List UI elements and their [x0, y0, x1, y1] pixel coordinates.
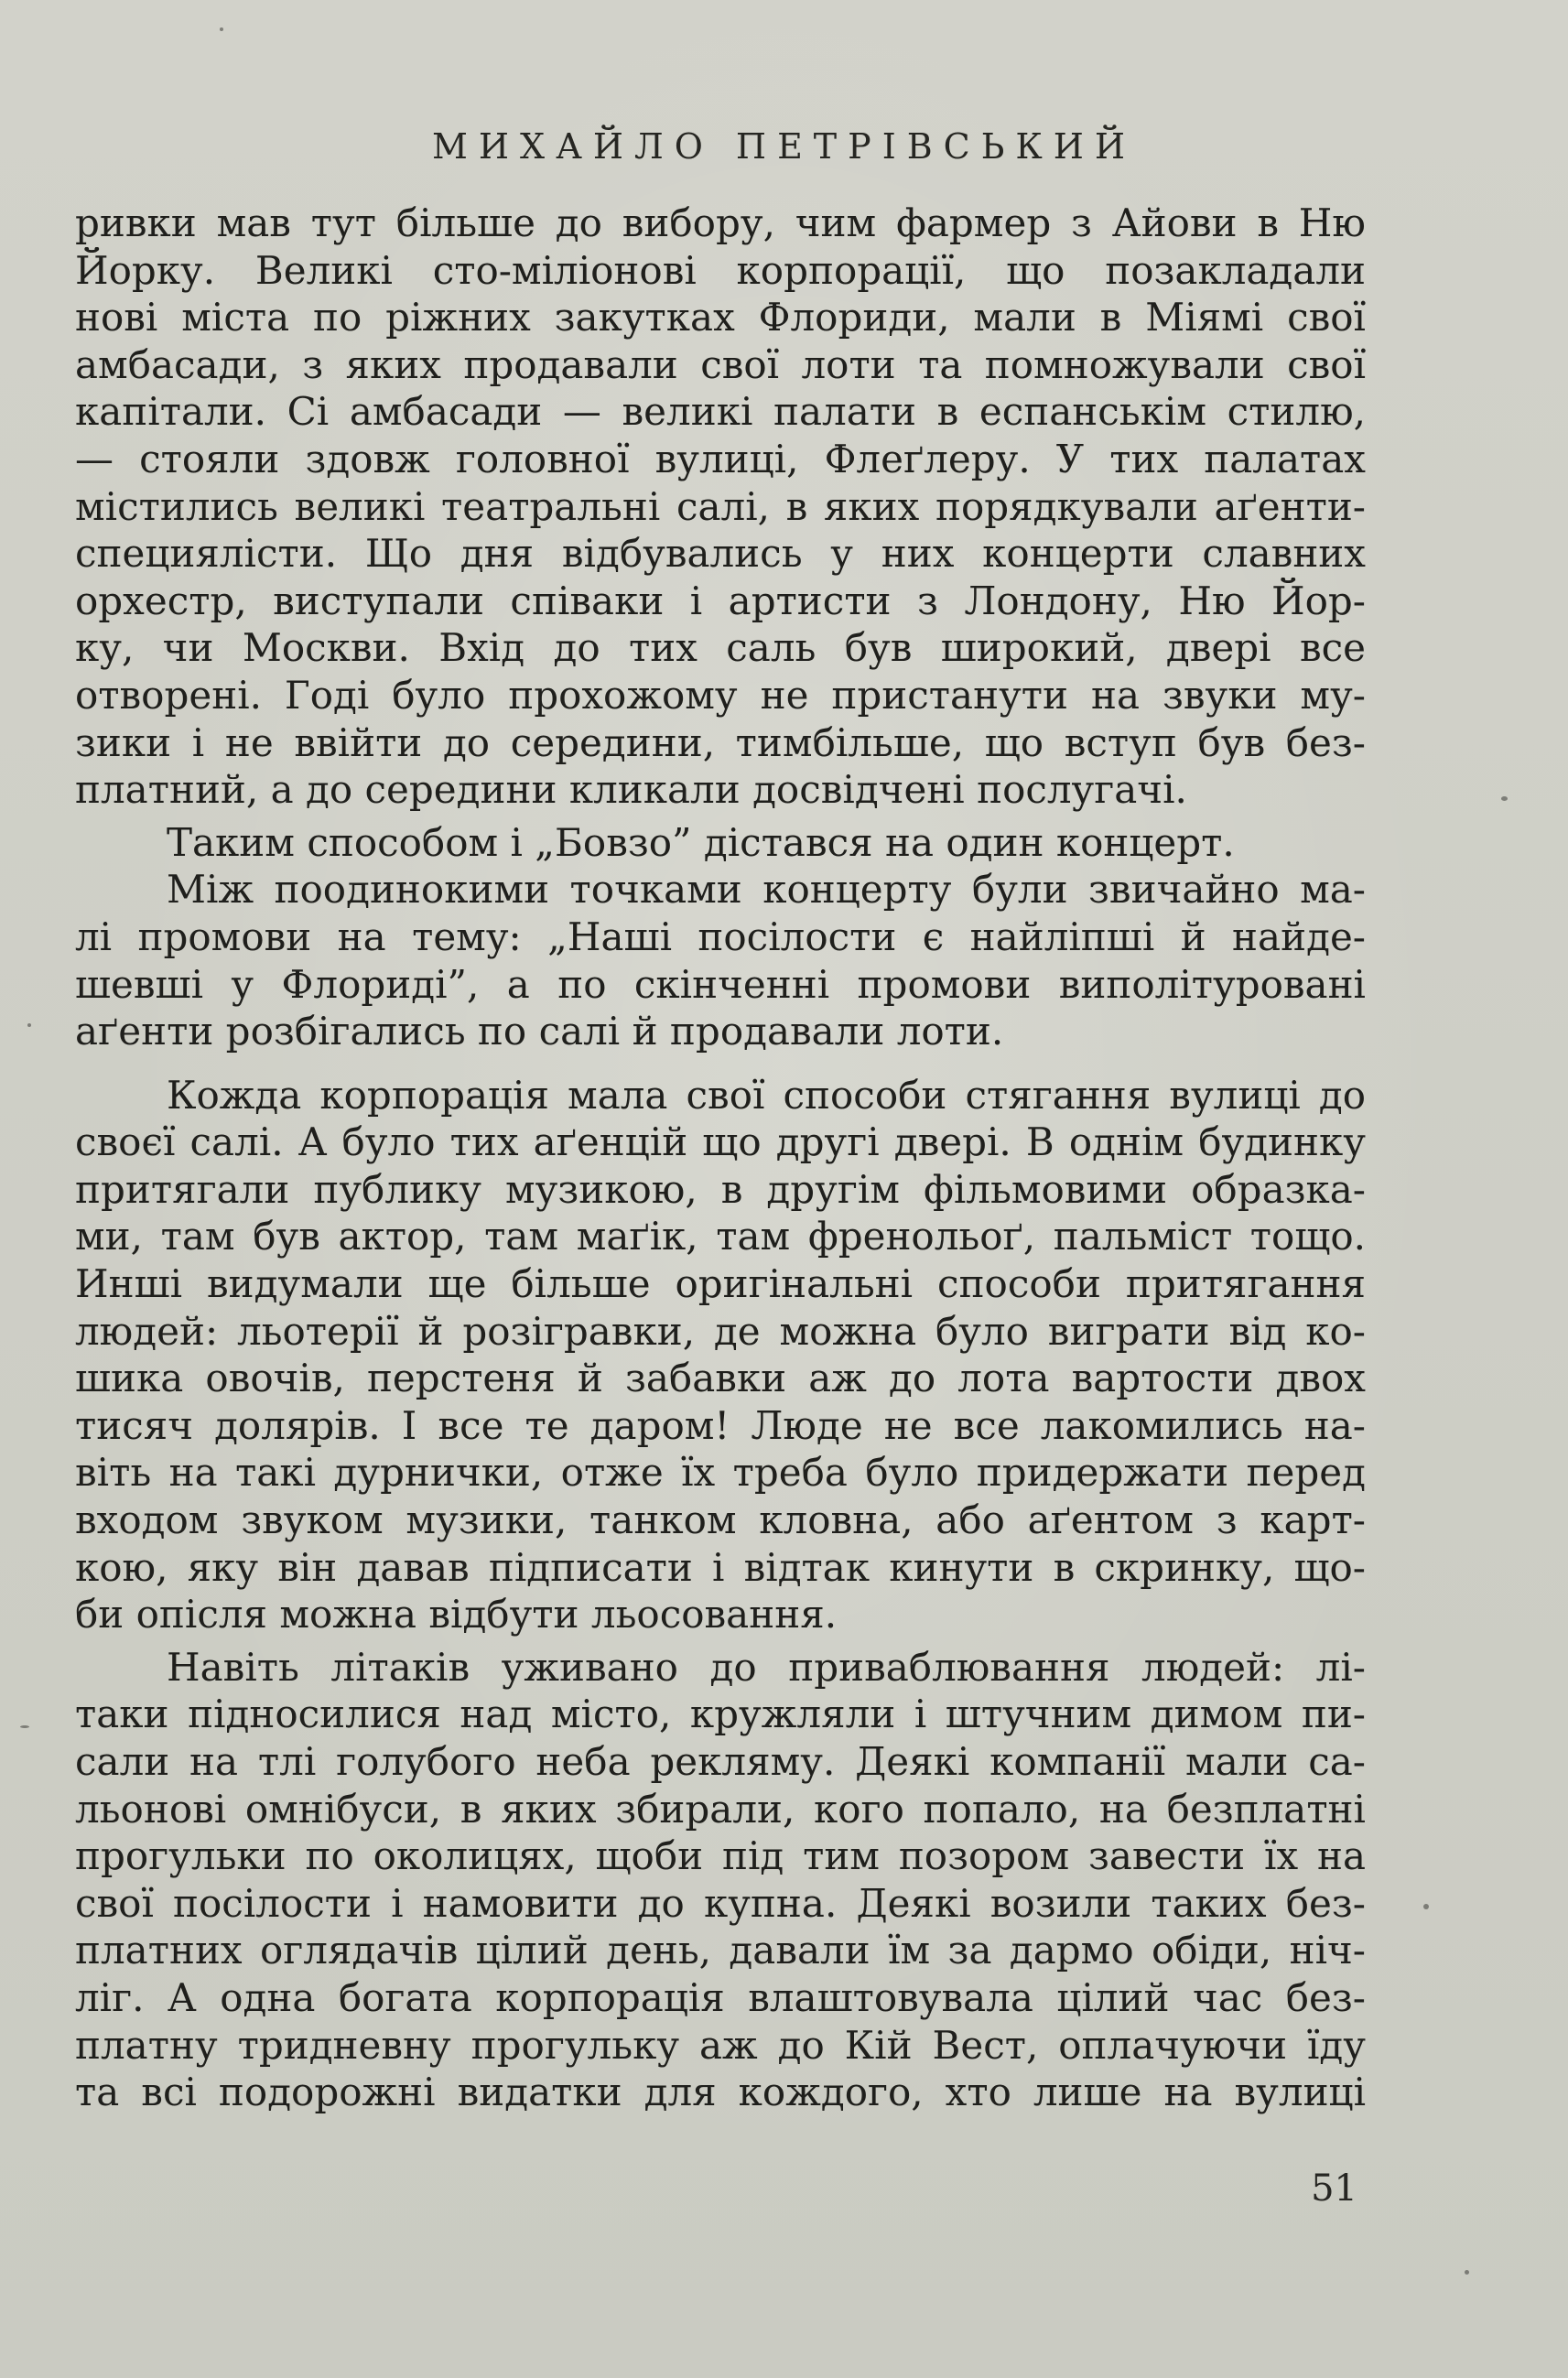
text-line: кою, яку він давав підписати і відтак кинути в скринку, що- [75, 1544, 1366, 1590]
text-line: притягали публику музикою, в другім фільмовими образка- [75, 1166, 1366, 1212]
text-line: би опісля можна відбути льосовання. [75, 1592, 838, 1638]
text-line: шика овочів, перстеня й забавки аж до лота вартости двох [75, 1356, 1366, 1401]
text-line: платну тридневну прогульку аж до Кій Вест, оплачуючи їду [75, 2022, 1366, 2068]
text-line: ку, чи Москви. Вхід до тих саль був широкий, двері все [75, 625, 1366, 671]
text-line: лі промови на тему: „Наші посілости є найліпші й найде- [75, 913, 1366, 959]
text-line: нові міста по ріжних закутках Флориди, мали в Міямі свої [75, 295, 1366, 340]
paragraph-line: Кожда корпорація мала свої способи стягання вулиці до [167, 1072, 1366, 1118]
paragraph-line: Між поодинокими точками концерту були звичайно ма- [167, 867, 1366, 913]
text-line: отворені. Годі було прохожому не пристанути на звуки му- [75, 672, 1366, 718]
text-line: таки підносилися над місто, кружляли і штучним димом пи- [75, 1692, 1366, 1737]
text-line: своєї салі. А було тих аґенцій що другі двері. В однім будинку [75, 1119, 1366, 1165]
text-line: ми, там був актор, там маґік, там френольоґ, пальміст тощо. [75, 1214, 1366, 1259]
body-text [75, 200, 1366, 2116]
text-line: Инші видумали ще більше оригінальні способи притягання [75, 1261, 1366, 1307]
paper-speck [1465, 2270, 1469, 2275]
paper-speck [1501, 796, 1508, 801]
text-line: сали на тлі голубого неба рекляму. Деякі компанії мали са- [75, 1739, 1366, 1784]
paragraph-line: Навіть літаків уживано до приваблювання людей: лі- [167, 1644, 1366, 1690]
text-line: містились великі театральні салі, в яких порядкували аґенти- [75, 483, 1366, 529]
text-line: Йорку. Великі сто-міліонові корпорації, що позакладали [75, 247, 1366, 293]
text-line: — стояли здовж головної вулиці, Флеґлеру. У тих палатах [75, 436, 1366, 481]
text-line: платний, а до середини кликали досвідчені послугачі. [75, 767, 1187, 813]
text-line: та всі подорожні видатки для кождого, хто лише на вулиці [75, 2070, 1366, 2115]
text-line: льонові омнібуси, в яких збирали, кого попало, на безплатні [75, 1786, 1366, 1832]
text-line: віть на такі дурнички, отже їх треба було придержати перед [75, 1450, 1366, 1496]
text-line: капітали. Сі амбасади — великі палати в еспанськім стилю, [75, 389, 1366, 435]
running-title: МИХАЙЛО ПЕТРІВСЬКИЙ [431, 126, 1137, 167]
text-line: свої посілости і намовити до купна. Деякі возили таких без- [75, 1880, 1366, 1926]
paragraph-line: Таким способом і „Бовзо” дістався на один концерт. [167, 819, 1235, 865]
text-line: специялісти. Що дня відбувались у них концерти славних [75, 531, 1366, 577]
text-line: прогульки по околицях, щоби під тим позором завести їх на [75, 1833, 1366, 1879]
text-line: орхестр, виступали співаки і артисти з Лондону, Ню Йор- [75, 578, 1366, 623]
text-line: платних оглядачів цілий день, давали їм за дармо обіди, ніч- [75, 1928, 1366, 1973]
paper-speck [27, 1023, 31, 1027]
text-line: входом звуком музики, танком кловна, або аґентом з карт- [75, 1497, 1366, 1543]
text-line: ривки мав тут більше до вибору, чим фармер з Айови в Ню [75, 200, 1366, 245]
paper-speck [220, 27, 223, 31]
text-line: тисяч долярів. І все те даром! Люде не все лакомились на- [75, 1402, 1366, 1448]
page-number: 51 [1311, 2167, 1357, 2210]
text-line: шевші у Флориді”, а по скінченні промови виполітуровані [75, 961, 1366, 1007]
text-line: зики і не ввійти до середини, тимбільше, що вступ був без- [75, 719, 1366, 765]
paper-speck [1423, 1904, 1429, 1909]
text-line: ліг. А одна богата корпорація влаштовувала цілий час без- [75, 1974, 1366, 2020]
text-line: амбасади, з яких продавали свої лоти та помножували свої [75, 341, 1366, 387]
paper-speck [20, 1725, 29, 1728]
text-line: аґенти розбігались по салі й продавали лоти. [75, 1009, 1004, 1054]
text-line: людей: льотерії й розігравки, де можна було виграти від ко- [75, 1308, 1366, 1354]
